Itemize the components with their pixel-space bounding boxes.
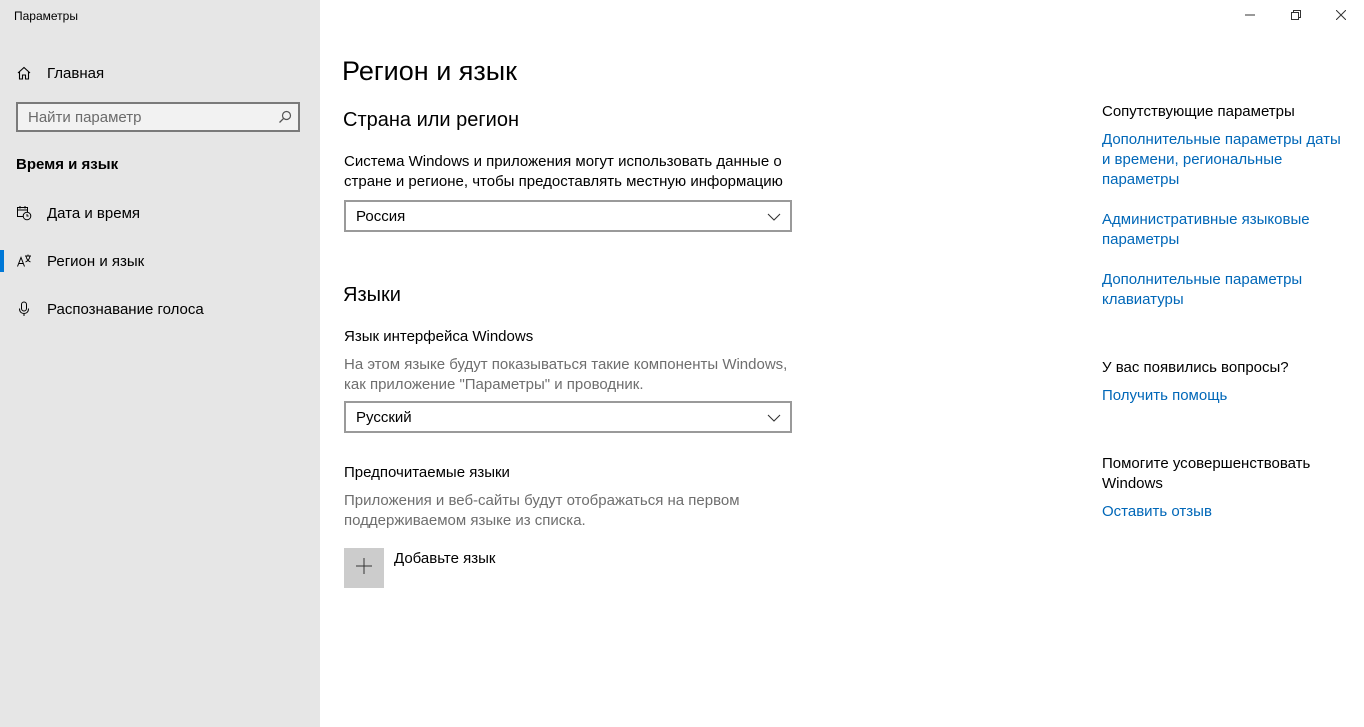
heading-line: Помогите усовершенствовать (1102, 455, 1311, 472)
get-help-link[interactable]: Получить помощь (1102, 387, 1228, 404)
chevron-down-icon (767, 411, 781, 423)
ui-language-dropdown[interactable] (344, 401, 792, 433)
close-button[interactable] (1318, 0, 1364, 32)
related-settings-heading: Сопутствующие параметры (1102, 103, 1295, 120)
preferred-languages-description-line1: Приложения и веб-сайты будут отображаться на первом (344, 492, 740, 509)
link-line: и времени, региональные (1102, 151, 1283, 168)
link-line: Дополнительные параметры даты (1102, 131, 1341, 148)
additional-keyboard-link[interactable] (1102, 270, 1352, 310)
add-language-button[interactable] (344, 548, 384, 588)
sidebar-item-label: Главная (47, 64, 105, 82)
country-description-line1: Система Windows и приложения могут использовать данные о (344, 153, 782, 170)
link-line: Административные языковые (1102, 211, 1310, 228)
sidebar (0, 0, 320, 727)
preferred-languages-description-line2: поддерживаемом языке из списка. (344, 512, 586, 529)
plus-icon (355, 557, 373, 580)
sidebar-item-label: Дата и время (47, 204, 141, 222)
country-dropdown[interactable] (344, 200, 792, 232)
search-input[interactable] (18, 104, 280, 130)
sidebar-item-label: Распознавание голоса (47, 300, 204, 318)
restore-button[interactable] (1273, 0, 1319, 32)
page-title: Регион и язык (342, 56, 517, 86)
search-icon[interactable] (278, 110, 292, 124)
country-dropdown-value: Россия (356, 207, 406, 225)
link-line: параметры (1102, 171, 1180, 188)
link-line: параметры (1102, 231, 1180, 248)
close-icon (1336, 7, 1346, 25)
languages-heading: Языки (343, 284, 401, 306)
chevron-down-icon (767, 210, 781, 222)
admin-language-link[interactable] (1102, 210, 1352, 250)
sidebar-section-title: Время и язык (16, 156, 119, 173)
sidebar-item-home[interactable] (0, 53, 320, 93)
ui-language-description-line2: как приложение "Параметры" и проводник. (344, 376, 644, 393)
sidebar-item-date-time[interactable] (0, 193, 320, 233)
ui-language-description-line1: На этом языке будут показываться такие компоненты Windows, (344, 356, 788, 373)
calendar-clock-icon (16, 205, 32, 221)
preferred-languages-label: Предпочитаемые языки (344, 464, 510, 481)
link-line: Дополнительные параметры (1102, 271, 1303, 288)
improve-windows-heading (1102, 454, 1310, 494)
ui-language-label: Язык интерфейса Windows (344, 328, 534, 345)
link-line: клавиатуры (1102, 291, 1184, 308)
search-box[interactable] (16, 102, 300, 132)
app-title: Параметры (14, 9, 78, 23)
sidebar-item-label: Регион и язык (47, 252, 145, 270)
country-description-line2: стране и регионе, чтобы предоставлять местную информацию (344, 173, 783, 190)
restore-icon (1291, 7, 1301, 25)
ui-language-dropdown-value: Русский (356, 408, 412, 426)
additional-date-time-link[interactable] (1102, 130, 1352, 190)
give-feedback-link[interactable]: Оставить отзыв (1102, 503, 1212, 520)
sidebar-item-speech[interactable] (0, 289, 320, 329)
home-icon (16, 65, 32, 81)
sidebar-item-region-language[interactable] (0, 241, 320, 281)
country-heading: Страна или регион (343, 109, 520, 131)
heading-line: Windows (1102, 475, 1163, 492)
minimize-icon (1245, 7, 1255, 25)
microphone-icon (16, 301, 32, 317)
questions-heading: У вас появились вопросы? (1102, 359, 1289, 376)
language-icon (16, 253, 32, 269)
minimize-button[interactable] (1227, 0, 1273, 32)
add-language-label[interactable]: Добавьте язык (394, 550, 496, 567)
